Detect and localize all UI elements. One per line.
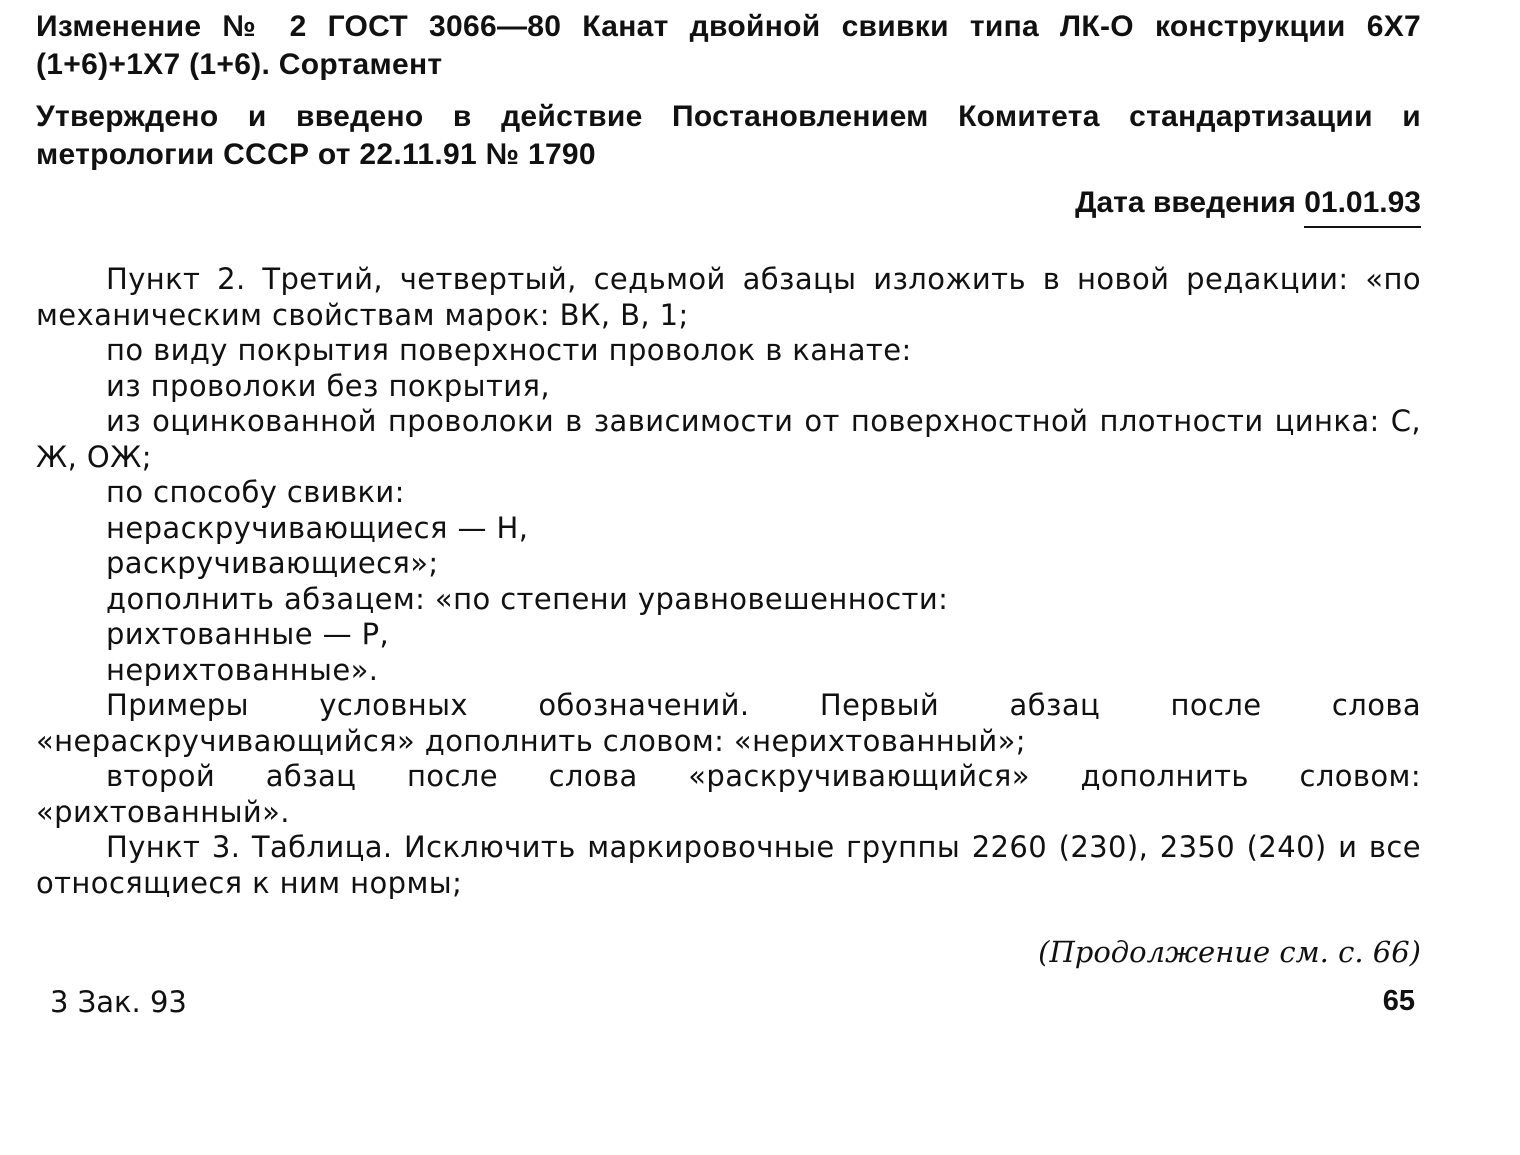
approval-note: Утверждено и введено в действие Постановлением Комитета стандартизации и метрологии СССР от 22.11.91 № 1790	[36, 100, 1421, 171]
effective-date-value: 01.01.93	[1304, 184, 1421, 228]
text-line: по способу свивки:	[106, 475, 405, 509]
effective-date	[36, 184, 1421, 228]
text-line: по виду покрытия поверхности проволок в канате:	[106, 333, 912, 367]
effective-date-label: Дата введения	[1075, 186, 1296, 219]
continuation-note: (Продолжение см. с. 66)	[1038, 935, 1421, 969]
paragraph-item-3: Пункт 3. Таблица. Исключить маркировочные группы 2260 (230), 2350 (240) и все относящиеся к ним нормы;	[36, 830, 1421, 900]
text-line: рихтованные — Р,	[106, 617, 390, 651]
text-line: раскручивающиеся»;	[106, 546, 439, 580]
document-page	[36, 8, 1421, 969]
text-line: нерихтованные».	[106, 652, 379, 687]
paragraph-examples: Примеры условных обозначений. Первый абзац после слова «нераскручивающийся» дополнить словом: «нерихтованный»;	[36, 688, 1421, 758]
paragraph-item-2: Пункт 2. Третий, четвертый, седьмой абзацы изложить в новой редакции: «по механическим свойствам марок: ВК, В, 1;	[36, 262, 1421, 332]
text-line: дополнить абзацем: «по степени уравновешенности:	[106, 581, 949, 616]
text-line: нераскручивающиеся — Н,	[106, 510, 529, 545]
order-number: 3 Зак. 93	[50, 985, 187, 1019]
document-title: Изменение № 2 ГОСТ 3066—80 Канат двойной свивки типа ЛК-О конструкции 6Х7 (1+6)+1Х7 (1+6). Сортамент	[36, 10, 1421, 81]
paragraph-second: второй абзац после слова «раскручивающийся» дополнить словом: «рихтованный».	[36, 759, 1421, 829]
text-line: из проволоки без покрытия,	[106, 368, 550, 403]
amendment-body	[36, 262, 1421, 901]
page-number: 65	[1382, 985, 1415, 1017]
paragraph-zinc: из оцинкованной проволоки в зависимости от поверхностной плотности цинка: С, Ж, ОЖ;	[36, 404, 1421, 474]
